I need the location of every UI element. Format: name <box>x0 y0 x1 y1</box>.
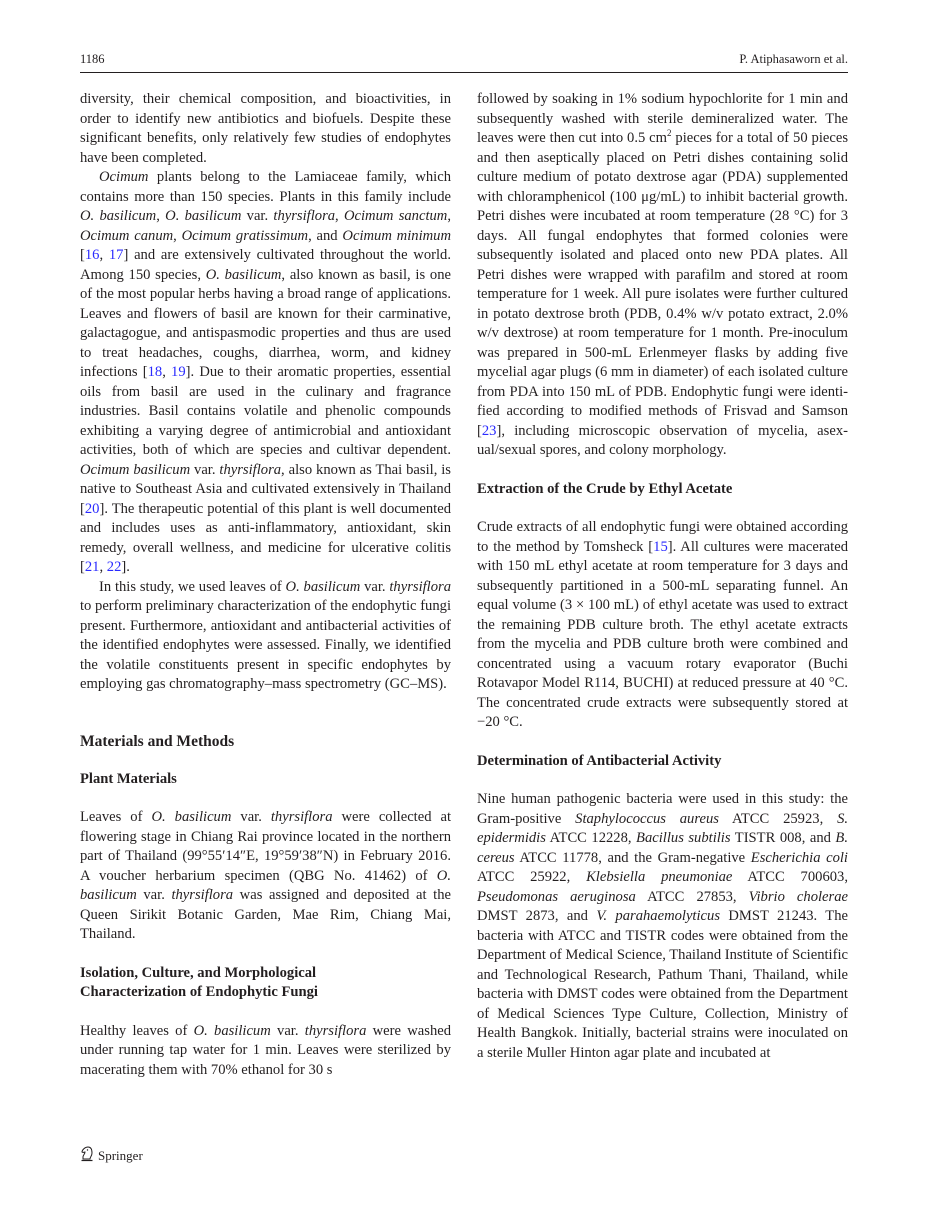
citation-link[interactable]: 21 <box>84 559 100 575</box>
paragraph-intro-continued: diversity, their chemical composition, and bioactivities, in order to identify new antibiotics and biofuels. Despite these significant benefits, only relatively few studies of endophytes have been completed. <box>80 91 451 166</box>
citation-link[interactable]: 19 <box>171 364 186 380</box>
citation-link[interactable]: 15 <box>653 538 668 555</box>
paragraph-ocimum: Ocimum plants belong to the Lamiaceae family, which contains more than 150 species. Plants in this family include O. basilicum, O. basilicum var. thyrsiflora, Ocimum sanctum, Ocimum canum, Ocimum gratissimum, and Ocimum minimum [16, 17] and are extensively cultivated throughout the world. Among 150 species, O. basilicum, also known as basil, is one of the most popular herbs having a broad range of applications. Leaves and flowers of basil are known for their carminative, galactagogue, and antispasmodic properties and thus are used to treat headaches, coughs, diarrhea, worm, and kidney infections [18, 19]. Due to their aromatic properties, essential oils from basil are used in the culinary and fragrance industries. Basil contains volatile and phenolic compounds exhibiting a varying degree of antimicrobial and antioxidant activities, both of which are species and cultivar dependent. Ocimum basilicum var. thyrsiflora, also known as Thai basil, is native to Southeast Asia and cultivated extensively in Thailand [20]. The therapeutic potential of this plant is well documented and includes uses as anti-inflammatory, antioxidant, skin remedy, overall wellness, and medicine for ulcerative colitis [21, 22]. <box>80 169 452 575</box>
citation-link[interactable]: 20 <box>84 500 100 517</box>
running-header <box>80 50 848 73</box>
citation-link[interactable]: 16 <box>84 247 100 263</box>
subsection-heading-antibacterial: Determination of Antibacterial Activity <box>477 752 722 769</box>
paragraph-extraction: Crude extracts of all endophytic fungi were obtained according to the method by Tomsheck [15]. All cultures were macerated with 150 mL ethyl acetate at room temperature for 3 days and subsequently partitioned in a 500-mL separating funnel. An equal volume (3 × 100 mL) of ethyl acetate was used to extract the remaining PDB culture broth. The ethyl acetate extracts from the mycelia and PDB culture broth were combined and concentrated using a vacuum rotary evaporator (Buchi Rotavapor Model R114, BUCHI) at reduced pressure at 40 °C. The concentrated crude extracts were subsequently stored at −20 °C. <box>477 519 848 730</box>
paragraph-antibacterial: Nine human pathogenic bacteria were used in this study: the Gram-positive Staphylococcus aureus ATCC 25923, S. epidermidis ATCC 12228, Bacillus subtilis TISTR 008, and B. cereus ATCC 11778, and the Gram-negative Escherichia coli ATCC 25922, Klebsiella pneumoniae ATCC 700603, Pseudomonas aeruginosa ATCC 27853, Vibrio cholerae DMST 2873, and V. parahaemolyticus DMST 21243. The bacteria with ATCC and TISTR codes were obtained from the Department of Medical Science, Thailand Institute of Scientific and Technological Research, Pathum Thani, Thailand, while bacteria with DMST codes were obtained from the Department of Medical Sciences Type Culture, Collection, Ministry of Health Bangkok. Initially, bacterial strains were inoculated on a sterile Muller Hinton agar plate and incubated at <box>477 791 849 1061</box>
right-column <box>477 90 848 1063</box>
citation-link[interactable]: 22 <box>106 559 122 575</box>
springer-chess-knight-icon <box>80 1146 94 1166</box>
publisher-name: Springer <box>98 1148 143 1163</box>
citation-link[interactable]: 17 <box>108 247 124 263</box>
subsection-heading-plant-materials: Plant Materials <box>80 770 177 787</box>
citation-link[interactable]: 18 <box>147 364 163 380</box>
paragraph-isolation: Healthy leaves of O. basilicum var. thyrsiflora were washed under running tap water for 1 min. Leaves were sterilized by macerating them with 70% ethanol for 30 s <box>80 1022 452 1078</box>
paragraph-plant-materials: Leaves of O. basilicum var. thyrsiflora were collected at flowering stage in Chiang Rai province located in the northern part of Thailand (99°55′14″E, 19°59′38″N) in February 2016. A voucher herbarium specimen (QBG No. 41462) of O. basilicum var. thyrsiflora was assigned and deposited at the Queen Sirikit Botanic Garden, Mae Rim, Chiang Mai, Thailand. <box>80 809 452 942</box>
citation-link[interactable]: 23 <box>481 422 497 439</box>
subsection-heading-extraction: Extraction of the Crude by Ethyl Acetate <box>477 480 733 497</box>
paragraph-isolation-continued: followed by soaking in 1% sodium hypochlorite for 1 min and subsequently washed with sterile demineralized water. The leaves were then cut into 0.5 $cm^2$ pieces for a total of 50 pieces and then aseptically placed on Petri dishes containing solid culture medium of potato dextrose agar (PDA) supplemented with chloramphenicol (100 μg/mL) to inhibit bacterial growth. Petri dishes were incubated at room temperature (28 °C) for 3 days. All fungal endophytes that formed colonies were subsequently isolated and placed onto new PDA plates. All Petri dishes were wrapped with parafilm and stored at room temperature for 1 week. All pure isolates were further cultured in potato dextrose broth (PDB, 0.4% w/v potato extract, 2.0% w/v dextrose) at room temperature for 1 month. Pre-inoculum was prepared in 500-mL Erlenmeyer flasks by adding five mycelial agar plugs (6 mm in diameter) of each isolated culture from PDA into 150 mL of PDB. Endophytic fungi were identified according to modified methods of Frisvad and Samson [23], including microscopic observation of mycelia, asexual/sexual spores, and colony morphology. <box>477 91 848 458</box>
page-number: 1186 <box>80 52 105 66</box>
page-footer <box>80 1146 143 1166</box>
subsection-heading-isolation: Isolation, Culture, and Morphological Characterization of Endophytic Fungi <box>80 964 318 1000</box>
section-heading-materials-methods: Materials and Methods <box>80 732 235 750</box>
paragraph-study-aim: In this study, we used leaves of O. basilicum var. thyrsiflora to perform preliminary characterization of the endophytic fungi present. Furthermore, antioxidant and antibacterial activities of the identified endophytes were assessed. Finally, we identified the volatile constituents present in specific endophytes by employing gas chromatography–mass spectrometry (GC–MS). <box>80 578 451 692</box>
left-column <box>80 90 451 1080</box>
running-authors: P. Atiphasaworn et al. <box>739 52 848 66</box>
